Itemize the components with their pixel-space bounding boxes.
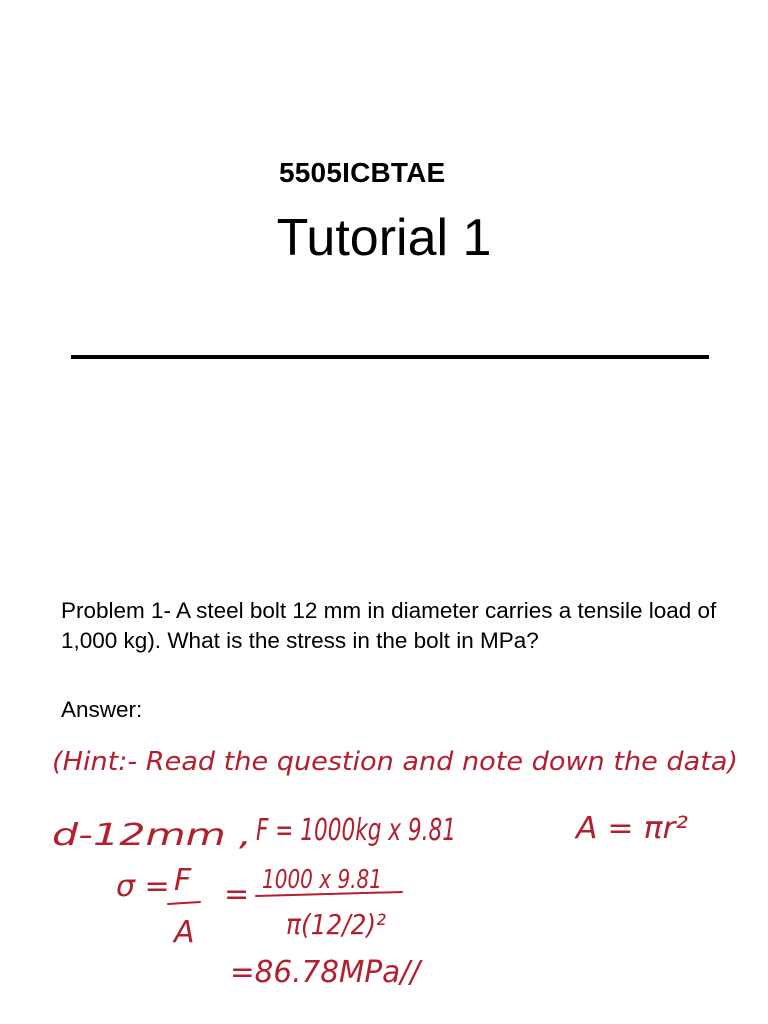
stress-fraction-numerator: F bbox=[174, 863, 192, 898]
diameter-value: d-12mm , bbox=[52, 818, 252, 853]
force-value: F = 1000kg x 9.81 bbox=[256, 813, 456, 848]
course-code: 5505ICBTAE bbox=[279, 157, 446, 188]
answer-label: Answer: bbox=[61, 697, 143, 722]
sigma-symbol: σ = bbox=[116, 869, 170, 904]
calc-numerator: 1000 x 9.81 bbox=[262, 865, 382, 895]
page-title: Tutorial 1 bbox=[276, 209, 492, 267]
area-formula: A = πr² bbox=[573, 811, 688, 846]
equals-sign: = bbox=[224, 877, 250, 912]
stress-fraction-bar bbox=[168, 902, 200, 904]
calc-denominator: π(12/2)² bbox=[286, 908, 386, 941]
stress-fraction-denominator: A bbox=[174, 915, 195, 950]
final-result: =86.78MPa// bbox=[230, 955, 423, 990]
problem-statement: Problem 1- A steel bolt 12 mm in diameter carries a tensile load of 1,000 kg). What is the stress in the bolt in MPa? bbox=[61, 598, 717, 653]
hint-text: (Hint:- Read the question and note down the data) bbox=[52, 747, 738, 777]
